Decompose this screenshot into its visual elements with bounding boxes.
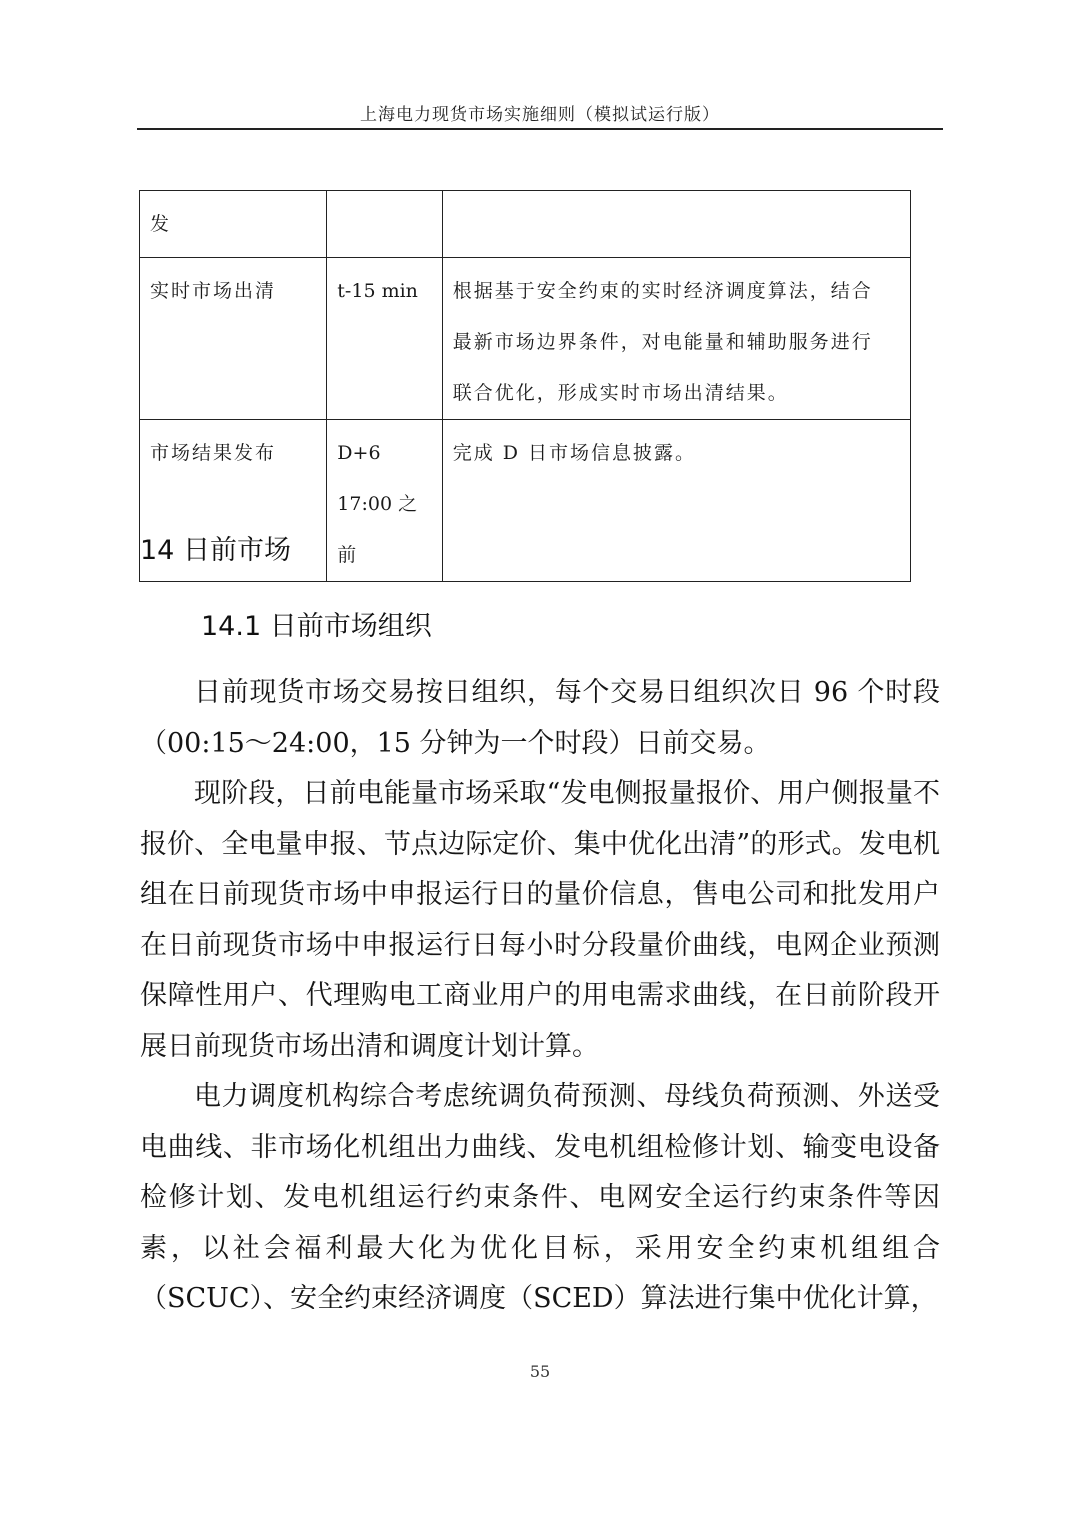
table-cell-content: 完成 D 日市场信息披露。 [442,420,910,582]
paragraph: 电力调度机构综合考虑统调负荷预测、母线负荷预测、外送受电曲线、非市场化机组出力曲线、发电机组检修计划、输变电设备检修计划、发电机组运行约束条件、电网安全运行约束条件等因素，以社会福利最大化为优化目标，采用安全约束机组组合（SCUC）、安全约束经济调度（SCED）算法进行集中优化计算， [140,1081,940,1314]
table-cell-line: D+6 [337,442,381,464]
table-row [140,258,911,420]
page-header-title: 上海电力现货市场实施细则（模拟试运行版） [360,105,720,125]
paragraph: 现阶段，日前电能量市场采取“发电侧报量报价、用户侧报量不报价、全电量申报、节点边际定价、集中优化出清”的形式。发电机组在日前现货市场中申报运行日的量价信息，售电公司和批发用户在日前现货市场中申报运行日每小时分段量价曲线，电网企业预测保障性用户、代理购电工商业用户的用电需求曲线，在日前阶段开展日前现货市场出清和调度计划计算。 [140,778,940,1062]
body-text [140,668,940,1325]
table-cell-line: 最新市场边界条件，对电能量和辅助服务进行 [452,331,873,353]
table-cell-stage: 实时市场出清 [140,258,327,420]
table-cell-line: 根据基于安全约束的实时经济调度算法，结合 [452,280,873,302]
schedule-table [139,190,911,582]
table-row [140,191,911,258]
table-cell-time [327,191,442,258]
table-cell-line: 17:00 之前 [337,493,418,566]
header-divider [137,128,943,130]
page-number: 55 [529,1362,551,1381]
table-cell-content [442,258,910,420]
table-cell-stage: 发 [140,191,327,258]
table-cell-stage: 市场结果发布 [140,420,327,582]
table-cell-line: 联合优化，形成实时市场出清结果。 [452,382,789,404]
subsection-heading: 14.1 日前市场组织 [201,611,432,642]
table-cell-time [327,420,442,582]
table-cell-time: t-15 min [327,258,442,420]
paragraph: 日前现货市场交易按日组织，每个交易日组织次日 96 个时段（00:15～24:00，15 分钟为一个时段）日前交易。 [140,677,940,759]
section-heading: 14 日前市场 [140,535,291,566]
table-cell-content [442,191,910,258]
